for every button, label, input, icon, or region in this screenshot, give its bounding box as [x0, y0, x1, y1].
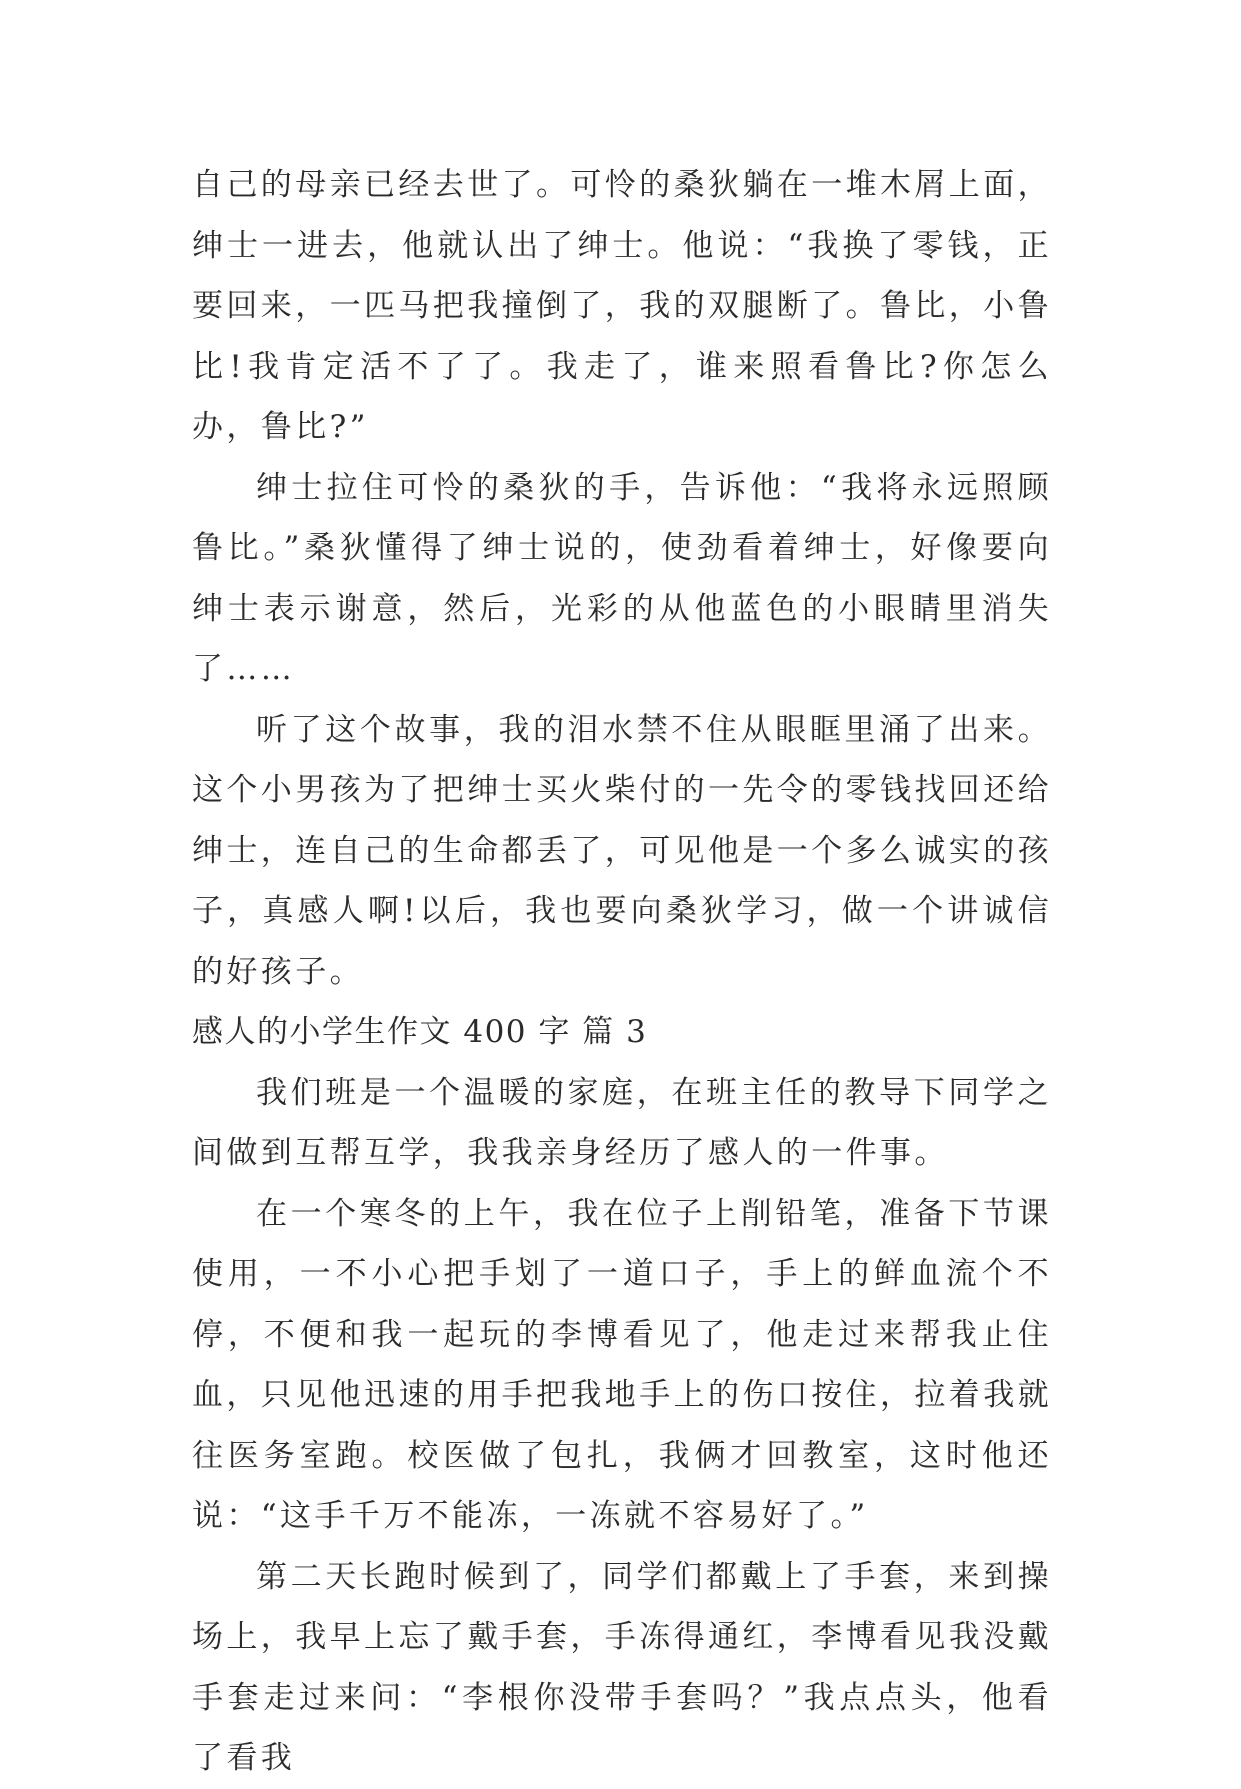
paragraph-reflection: 听了这个故事，我的泪水禁不住从眼眶里涌了出来。这个小男孩为了把绅士买火柴付的一先令的零钱找回还给绅士，连自己的生命都丢了，可见他是一个多么诚实的孩子，真感人啊!以后，我也要向桑狄学习，做一个讲诚信的好孩子。 [192, 711, 1052, 990]
section-heading: 感人的小学生作文 400 字 篇 3 [192, 1014, 648, 1050]
paragraph-essay3-gloves: 第二天长跑时候到了，同学们都戴上了手套，来到操场上，我早上忘了戴手套，手冻得通红，李博看见我没戴手套走过来问：“李根你没带手套吗？”我点点头，他看了看我 [192, 1558, 1052, 1776]
paragraph-story-ending-1: 自己的母亲已经去世了。可怜的桑狄躺在一堆木屑上面，绅士一进去，他就认出了绅士。他说：“我换了零钱，正要回来，一匹马把我撞倒了，我的双腿断了。鲁比，小鲁比!我肯定活不了了。我走了，谁来照看鲁比?你怎么办，鲁比?” [192, 167, 1052, 445]
paragraph-essay3-injury: 在一个寒冬的上午，我在位子上削铅笔，准备下节课使用，一不小心把手划了一道口子，手上的鲜血流个不停，不便和我一起玩的李博看见了，他走过来帮我止住血，只见他迅速的用手把我地手上的伤口按住，拉着我就往医务室跑。校医做了包扎，我俩才回教室，这时他还说：“这手千万不能冻，一冻就不容易好了。” [192, 1195, 1052, 1534]
document-body [192, 155, 1052, 1789]
paragraph-essay3-intro: 我们班是一个温暖的家庭，在班主任的教导下同学之间做到互帮互学，我我亲身经历了感人的一件事。 [192, 1074, 1052, 1171]
paragraph-story-ending-2: 绅士拉住可怜的桑狄的手，告诉他：“我将永远照顾鲁比。”桑狄懂得了绅士说的，使劲看着绅士，好像要向绅士表示谢意，然后，光彩的从他蓝色的小眼睛里消失了…… [192, 469, 1052, 687]
